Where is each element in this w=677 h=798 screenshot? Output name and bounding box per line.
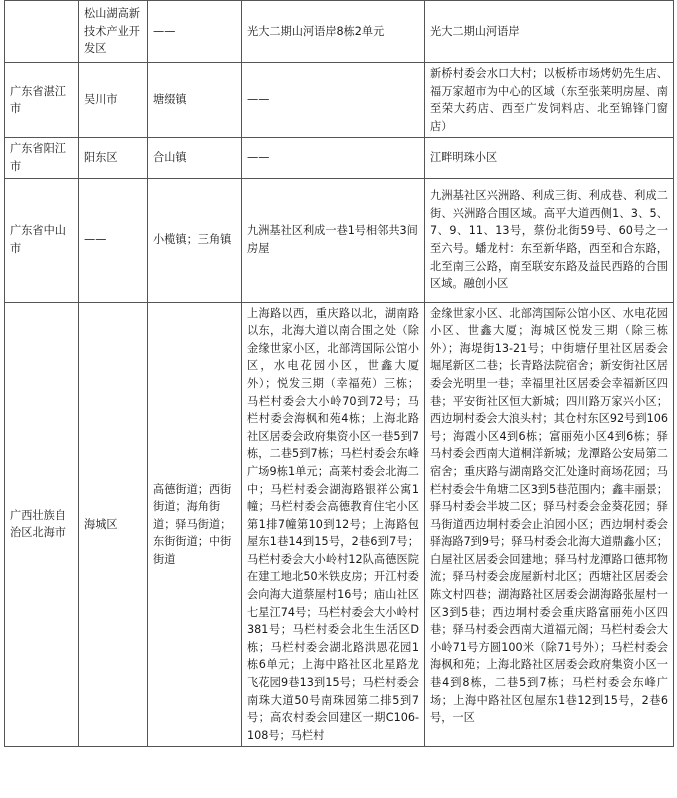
town-cell: 小榄镇；三角镇 [148,178,242,302]
case-address-cell: —— [242,138,425,178]
case-address-cell: 光大二期山河语岸8栋2单元 [242,1,425,63]
city-cell: 松山湖高新技术产业开发区 [79,1,148,63]
risk-area-cell: 金缘世家小区、北部湾国际公馆小区、水电花园小区、世鑫大厦；海城区悦发三期（除三栋外）；海堤街13-21号；中街塘仔里社区居委会堀尾新区二巷；长青路法院宿舍；新安街社区居委会光明里一巷；幸福里社区居委会幸福新区四巷；平安街社区恒大新城；四川路万家兴小区；西边垌村委会大浪头村；其仓村东区92号到106号；海霞小区4到6栋；富丽苑小区4到6栋；驿马村委会西南大道桐洋新城；龙潭路公安局第二宿舍；重庆路与湖南路交汇处逢时商场花园；马栏村委会牛角塘二区3到5巷范围内；鑫丰丽景；驿马村委会半坡二区；驿马村委会金葵花园；驿马街道西边垌村委会止泊园小区；西边垌村委会驿海路7到9号；驿马村委会北海大道鼎鑫小区；白屋社区居委会回建地；驿马村龙潭路口德邦物流；驿马村委会庞屋新村北区；西塘社区居委会陈文村四巷；湖海路社区居委会湖海路张屋村一区3到5巷；西边垌村委会重庆路富丽苑小区四巷；驿马村委会西南大道福元阁；马栏村委会大小岭71号方圆100米（除71号外）；马栏村委会海枫和苑；上海北路社区居委会政府集资小区一巷4到8栋，二巷5到7栋；马栏村委会东峰广场；上海中路社区包屋东1巷12到15号，2巷6号，一区 [425,302,674,747]
case-address-cell: 上海路以西，重庆路以北，湖南路以东，北海大道以南合围之处（除金缘世家小区，北部湾国际公馆小区，水电花园小区，世鑫大厦外）；悦发三期（幸福苑）三栋；马栏村委会大小岭70到72号；马栏村委会海枫和苑4栋；上海北路社区居委会政府集资小区一巷5到7栋，二巷5到7栋；马栏村委会东峰广场9栋1单元；高莱村委会北海二中；马栏村委会湖海路银祥公寓1幢；马栏村委会高德教育住宅小区第1排7幢第10到12号；上海路包屋东1巷14到15号，2巷6到7号；马栏村委会大小岭村12队高德医院在建工地北50米铁皮房；开江村委会向海大道蔡屋村16号；庙山社区七星江74号；马栏村委会大小岭村381号；马栏村委会北生生活区D栋；马栏村委会湖北路洪恩花园1栋6单元；上海中路社区北星路龙飞花园9巷13到15号；马栏村委会南珠大道50号南珠园第二排5到7号；高农村委会回建区一期C106-108号；马栏村 [242,302,425,747]
town-cell: 高德街道；西街街道；海角街道；驿马街道；东街街道；中街街道 [148,302,242,747]
province-cell: 广东省中山市 [5,178,79,302]
table-row [5,138,674,178]
table-row [5,178,674,302]
city-cell: —— [79,178,148,302]
case-address-cell: 九洲基社区利成一巷1号相邻共3间房屋 [242,178,425,302]
table-row [5,63,674,138]
risk-area-cell: 江畔明珠小区 [425,138,674,178]
province-cell: 广东省阳江市 [5,138,79,178]
table-row [5,302,674,747]
town-cell: 塘缀镇 [148,63,242,138]
risk-area-cell: 九洲基社区兴洲路、利成三街、利成巷、利成二街、兴洲路合围区域。高平大道西侧1、3、5、7、9、11、13号，蔡份北街59号、60号之一至六号。蟠龙村：东至新华路，西至和合东路，北至南三公路，南至联安东路及益民西路的合围区域。融创小区 [425,178,674,302]
risk-area-cell: 光大二期山河语岸 [425,1,674,63]
province-cell [5,1,79,63]
case-address-cell: —— [242,63,425,138]
city-cell: 吴川市 [79,63,148,138]
city-cell: 海城区 [79,302,148,747]
town-cell: 合山镇 [148,138,242,178]
risk-area-cell: 新桥村委会水口大村；以板桥市场烤奶先生店、福万家超市为中心的区域（东至张莱明房屋、南至荣大药店、西至广发饲料店、北至锦锋门窗店） [425,63,674,138]
city-cell: 阳东区 [79,138,148,178]
province-cell: 广西壮族自治区北海市 [5,302,79,747]
town-cell: —— [148,1,242,63]
province-cell: 广东省湛江市 [5,63,79,138]
table-row [5,1,674,63]
risk-area-table [4,0,674,747]
